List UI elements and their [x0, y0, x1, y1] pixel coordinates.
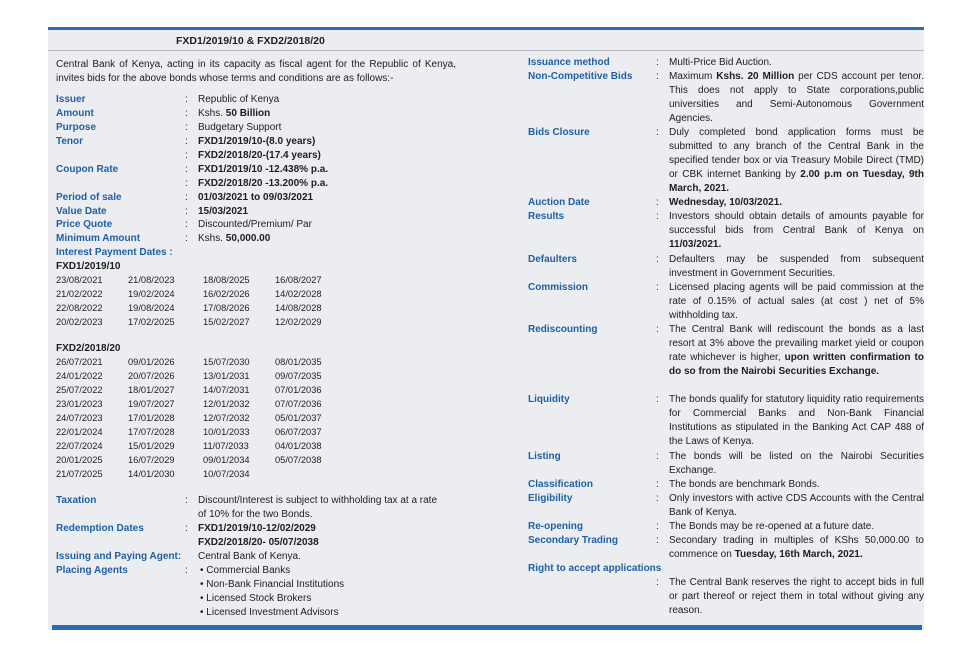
schedule-date: 17/08/2026	[203, 303, 250, 313]
schedule-date: 16/08/2027	[275, 275, 322, 285]
listing-value: The bonds will be listed on the Nairobi Securities Exchange.	[669, 451, 924, 476]
tenor-label: Tenor	[56, 136, 84, 147]
schedule-date: 17/07/2028	[128, 427, 175, 437]
top-accent-bar	[48, 27, 924, 30]
schedule-date: 17/01/2028	[128, 413, 175, 423]
colon: :	[185, 192, 188, 203]
colon: :	[656, 535, 659, 546]
bottom-accent-bar	[52, 625, 922, 630]
colon: :	[656, 254, 659, 265]
schedule-date: 04/01/2038	[275, 441, 322, 451]
schedule-date: 23/01/2023	[56, 399, 103, 409]
schedule-date: 05/07/2038	[275, 455, 322, 465]
schedule-date: 10/01/2033	[203, 427, 250, 437]
intro-paragraph: Central Bank of Kenya, acting in its capacity as fiscal agent for the Republic of Kenya, invites bids for the above bonds whose terms and conditions are as follows:-	[56, 59, 456, 84]
colon: :	[185, 94, 188, 105]
tenor-value-2: FXD2/2018/20-(17.4 years)	[198, 150, 321, 161]
placing-agent-item: • Non-Bank Financial Institutions	[200, 579, 345, 590]
colon: :	[185, 206, 188, 217]
schedule-date: 21/07/2025	[56, 469, 103, 479]
schedule-date: 13/01/2031	[203, 371, 250, 381]
schedule-date: 20/02/2023	[56, 317, 103, 327]
schedule-date: 05/01/2037	[275, 413, 322, 423]
liquidity-value: The bonds qualify for statutory liquidity ratio requirements for Commercial Banks and Non-Bank Financial Institutions as stipulated in the Banking Act CAP 488 of the Laws of Kenya.	[669, 394, 924, 447]
bids-closure-value: Duly completed bond application forms must be submitted to any branch of the Central Bank in the specified tender box or via Treasury Mobile Direct (TMD) or CBK internet Banking by 2.00 p.m on Tuesday, 9th March, 2021.	[669, 127, 924, 194]
defaulters-label: Defaulters	[528, 254, 577, 265]
schedule-date: 14/07/2031	[203, 385, 250, 395]
auction-date-value: Wednesday, 10/03/2021.	[669, 197, 783, 208]
placing-agent-item: • Licensed Investment Advisors	[200, 607, 339, 618]
colon: :	[185, 178, 188, 189]
issuer-value: Republic of Kenya	[198, 94, 280, 105]
min-amount-value: Kshs. 50,000.00	[198, 233, 271, 244]
amount-value: Kshs. 50 Billion	[198, 108, 271, 119]
non-competitive-label: Non-Competitive Bids	[528, 71, 633, 82]
secondary-trading-value: Secondary trading in multiples of KShs 50,000.00 to commence on Tuesday, 16th March, 2021.	[669, 535, 924, 560]
schedule-date: 19/07/2027	[128, 399, 175, 409]
colon: :	[656, 493, 659, 504]
colon: :	[185, 108, 188, 119]
colon: :	[185, 150, 188, 161]
value-date-value: 15/03/2021	[198, 206, 249, 217]
coupon-value-2: FXD2/2018/20 -13.200% p.a.	[198, 178, 329, 189]
schedule-date: 12/07/2032	[203, 413, 250, 423]
schedule-date: 18/08/2025	[203, 275, 250, 285]
colon: :	[185, 136, 188, 147]
schedule-date: 24/01/2022	[56, 371, 103, 381]
schedule-date: 15/01/2029	[128, 441, 175, 451]
classification-value: The bonds are benchmark Bonds.	[669, 479, 820, 490]
issuer-label: Issuer	[56, 94, 86, 105]
purpose-value: Budgetary Support	[198, 122, 282, 133]
placing-agent-item: • Licensed Stock Brokers	[200, 593, 312, 604]
non-competitive-value: Maximum Kshs. 20 Million per CDS account per tenor. This does not apply to State corporations,public universities and Semi-Autonomous Government Agencies.	[669, 71, 924, 124]
results-value: Investors should obtain details of amounts payable for successful bids from Central Bank of Kenya on 11/03/2021.	[669, 211, 924, 250]
colon: :	[656, 479, 659, 490]
right-to-accept-value: The Central Bank reserves the right to accept bids in full or part thereof or reject them in total without giving any reason.	[669, 577, 924, 616]
issuing-agent-value: Central Bank of Kenya.	[198, 551, 301, 562]
schedule-date: 08/01/2035	[275, 357, 322, 367]
schedule-date: 12/02/2029	[275, 317, 322, 327]
issuance-method-value: Multi-Price Bid Auction.	[669, 57, 772, 68]
schedule-date: 20/01/2025	[56, 455, 103, 465]
placing-agent-item: • Commercial Banks	[200, 565, 291, 576]
value-date-label: Value Date	[56, 206, 107, 217]
issuance-method-label: Issuance method	[528, 57, 610, 68]
schedule-date: 19/02/2024	[128, 289, 175, 299]
auction-date-label: Auction Date	[528, 197, 590, 208]
commission-label: Commission	[528, 282, 589, 293]
tenor-value-1: FXD1/2019/10-(8.0 years)	[198, 136, 316, 147]
schedule-date: 07/07/2036	[275, 399, 322, 409]
issuing-agent-label: Issuing and Paying Agent:	[56, 551, 182, 562]
schedule-date: 15/02/2027	[203, 317, 250, 327]
colon: :	[185, 565, 188, 576]
schedule-date: 20/07/2026	[128, 371, 175, 381]
redemption-value-1: FXD1/2019/10-12/02/2029	[198, 523, 316, 534]
fxd1-schedule-heading: FXD1/2019/10	[56, 261, 121, 272]
schedule-date: 14/08/2028	[275, 303, 322, 313]
eligibility-value: Only investors with active CDS Accounts with the Central Bank of Kenya.	[669, 493, 924, 518]
schedule-date: 12/01/2032	[203, 399, 250, 409]
colon: :	[656, 197, 659, 208]
schedule-date: 21/02/2022	[56, 289, 103, 299]
schedule-date: 16/07/2029	[128, 455, 175, 465]
colon: :	[656, 394, 659, 405]
notice-title: FXD1/2019/10 & FXD2/2018/20	[176, 35, 325, 47]
liquidity-label: Liquidity	[528, 394, 570, 405]
schedule-date: 10/07/2034	[203, 469, 250, 479]
schedule-date: 09/07/2035	[275, 371, 322, 381]
schedule-date: 06/07/2037	[275, 427, 322, 437]
colon: :	[656, 282, 659, 293]
title-divider	[48, 50, 924, 51]
purpose-label: Purpose	[56, 122, 97, 133]
taxation-value-line2: of 10% for the two Bonds.	[198, 509, 313, 520]
amount-label: Amount	[56, 108, 94, 119]
reopening-label: Re-opening	[528, 521, 583, 532]
reopening-value: The Bonds may be re-opened at a future date.	[669, 521, 875, 532]
schedule-date: 14/02/2028	[275, 289, 322, 299]
taxation-label: Taxation	[56, 495, 97, 506]
coupon-value-1: FXD1/2019/10 -12.438% p.a.	[198, 164, 329, 175]
schedule-date: 18/01/2027	[128, 385, 175, 395]
schedule-date: 15/07/2030	[203, 357, 250, 367]
colon: :	[656, 57, 659, 68]
redemption-value-2: FXD2/2018/20- 05/07/2038	[198, 537, 319, 548]
coupon-label: Coupon Rate	[56, 164, 119, 175]
fxd2-schedule-heading: FXD2/2018/20	[56, 343, 121, 354]
bids-closure-label: Bids Closure	[528, 127, 590, 138]
schedule-date: 22/07/2024	[56, 441, 103, 451]
schedule-date: 09/01/2034	[203, 455, 250, 465]
schedule-date: 09/01/2026	[128, 357, 175, 367]
schedule-date: 22/01/2024	[56, 427, 103, 437]
schedule-date: 25/07/2022	[56, 385, 103, 395]
redemption-label: Redemption Dates	[56, 523, 144, 534]
schedule-date: 07/01/2036	[275, 385, 322, 395]
right-to-accept-label: Right to accept applications	[528, 563, 662, 574]
colon: :	[656, 127, 659, 138]
listing-label: Listing	[528, 451, 561, 462]
interest-dates-label: Interest Payment Dates :	[56, 247, 173, 258]
eligibility-label: Eligibility	[528, 493, 573, 504]
colon: :	[656, 324, 659, 335]
colon: :	[185, 523, 188, 534]
colon: :	[185, 219, 188, 230]
rediscounting-value: The Central Bank will rediscount the bonds as a last resort at 3% above the prevailing market yield or coupon rate whichever is higher, upon written confirmation to do so from the Nairobi Securities Exchange.	[669, 324, 924, 377]
taxation-value-line1: Discount/Interest is subject to withholding tax at a rate	[198, 495, 438, 506]
colon: :	[185, 164, 188, 175]
min-amount-label: Minimum Amount	[56, 233, 141, 244]
schedule-date: 21/08/2023	[128, 275, 175, 285]
schedule-date: 16/02/2026	[203, 289, 250, 299]
schedule-date: 23/08/2021	[56, 275, 103, 285]
schedule-date: 19/08/2024	[128, 303, 175, 313]
commission-value: Licensed placing agents will be paid commission at the rate of 0.15% of actual sales (at cost ) net of 5% withholding tax.	[669, 282, 924, 321]
colon: :	[656, 577, 659, 588]
period-value: 01/03/2021 to 09/03/2021	[198, 192, 314, 203]
schedule-date: 24/07/2023	[56, 413, 103, 423]
colon: :	[656, 211, 659, 222]
price-quote-label: Price Quote	[56, 219, 113, 230]
period-label: Period of sale	[56, 192, 122, 203]
colon: :	[656, 71, 659, 82]
schedule-date: 17/02/2025	[128, 317, 175, 327]
schedule-date: 11/07/2033	[203, 441, 249, 451]
colon: :	[185, 122, 188, 133]
classification-label: Classification	[528, 479, 594, 490]
colon: :	[656, 521, 659, 532]
results-label: Results	[528, 211, 565, 222]
schedule-date: 14/01/2030	[128, 469, 175, 479]
colon: :	[185, 495, 188, 506]
schedule-date: 26/07/2021	[56, 357, 103, 367]
defaulters-value: Defaulters may be suspended from subsequent investment in Government Securities.	[669, 254, 924, 279]
rediscounting-label: Rediscounting	[528, 324, 598, 335]
schedule-date: 22/08/2022	[56, 303, 103, 313]
secondary-trading-label: Secondary Trading	[528, 535, 619, 546]
placing-agents-label: Placing Agents	[56, 565, 128, 576]
colon: :	[656, 451, 659, 462]
colon: :	[185, 233, 188, 244]
price-quote-value: Discounted/Premium/ Par	[198, 219, 312, 230]
